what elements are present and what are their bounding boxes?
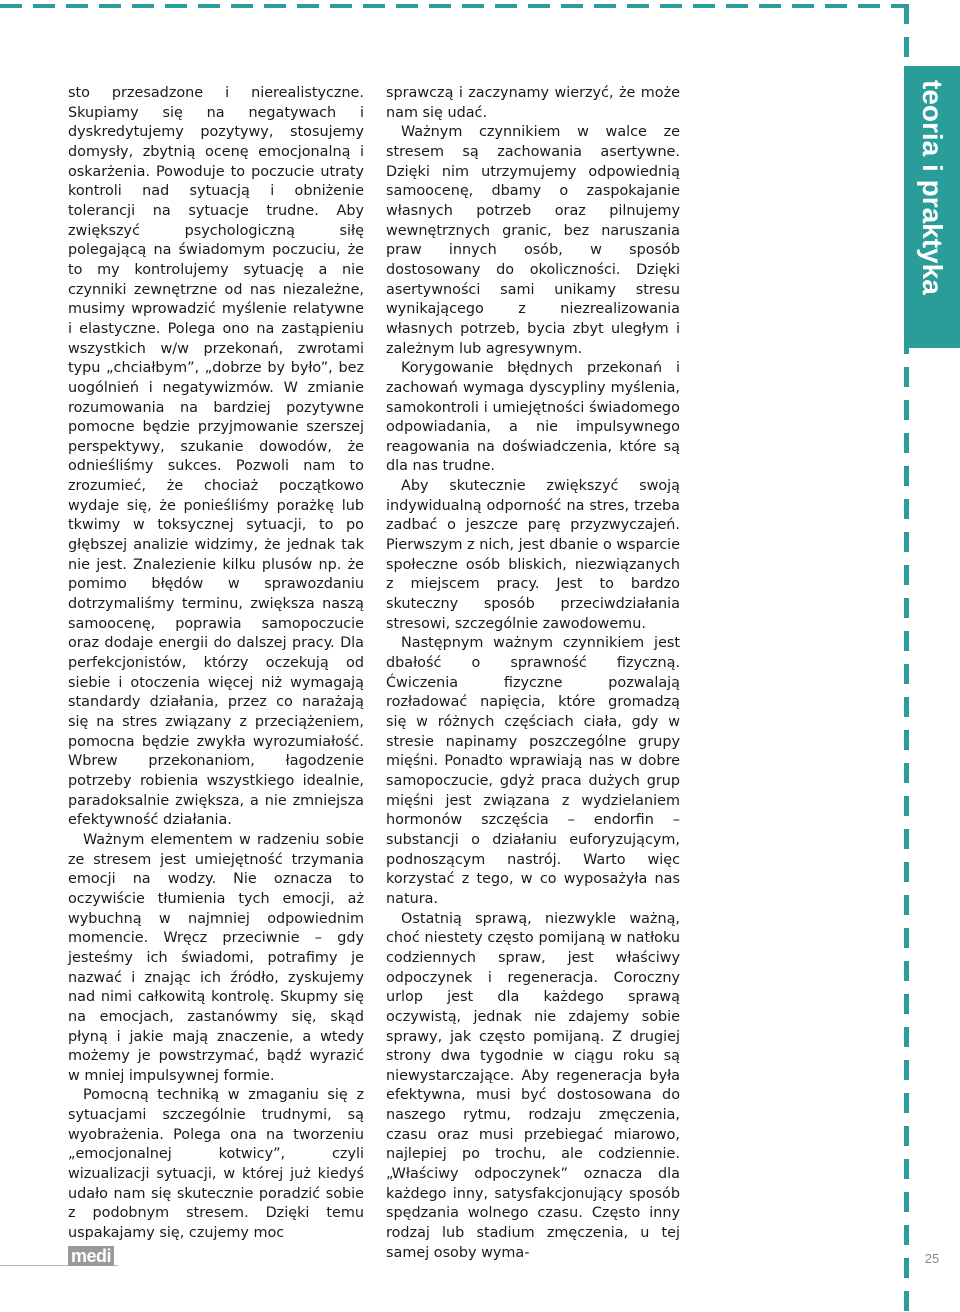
top-dashed-border — [0, 4, 908, 8]
paragraph: Następnym ważnym czynnikiem jest dbałość o sprawność fizyczną. Ćwiczenia fizyczne pozwalają rozładować napięcia, które gromadzą się w różnych częściach ciała, gdy w stresie napinamy poszczególne grupy mięśni. Ponadto wprawiają nas w dobre samopoczucie, gdyż praca dużych grup mięśni jest związana z wydzielaniem hormonów szczęścia – endorfin – substancji o działaniu euforyzującym, podnoszącym nastrój. Warto więc korzystać z tego, w co wyposażyła nas natura. — [386, 635, 680, 907]
paragraph: sprawczą i zaczynamy wierzyć, że może nam się udać. — [386, 85, 680, 121]
right-text-column — [386, 84, 680, 1263]
section-tab — [904, 66, 960, 348]
magazine-logo: medi — [68, 1246, 114, 1266]
paragraph: Ważnym elementem w radzeniu sobie ze stresem jest umiejętność trzymania emocji na wodzy. Nie oznacza to oczywiście tłumienia tych emocji, aż wybuchną w najmniej odpowiednim momencie. Wręcz przeciwnie – gdy jesteśmy ich świadomi, potrafimy je nazwać i znając ich źródło, zyskujemy nad nimi całkowitą kontrolę. Skupmy się na emocjach, zastanówmy się, skąd płyną i jakie mają znaczenie, a wtedy możemy je powstrzymać, bądź wyrazić w mniej impulsywnej formie. — [68, 831, 364, 1084]
page-number: 25 — [924, 1251, 940, 1266]
paragraph: Aby skutecznie zwiększyć swoją indywidualną odporność na stres, trzeba zadbać o jeszcze parę przyzwyczajeń. Pierwszym z nich, jest dbanie o wsparcie społeczne osób bliskich, niezwiązanych z miejscem pracy. Jest to bardzo skuteczny sposób przeciwdziałania stresowi, szczególnie zawodowemu. — [386, 478, 680, 632]
paragraph: sto przesadzone i nierealistyczne. Skupiamy się na negatywach i dyskredytujemy pozytywy, stosujemy domysły, zbytnią ocenę emocjonalną i oskarżenia. Powoduje to poczucie utraty kontroli nad sytuacją i obniżenie tolerancji na sytuacje trudne. Aby zwiększyć psychologiczną siłę polegającą na świadomym poczuciu, że to my kontrolujemy sytuację a nie czynniki zewnętrzne od nas niezależne, musimy wprowadzić myślenie relatywne i elastyczne. Polega ono na zastąpieniu wszystkich w/w przekonań, zwrotami typu „chciałbym”, „dobrze by było”, bez uogólnień i negatywizmów. W zmianie rozumowania na bardziej pozytywne pomocne będzie przyjmowanie szerszej perspektywy, szukanie dowodów, że odnieśliśmy sukces. Pozwoli nam to zrozumieć, że chociaż początkowo wydaje się, że ponieśliśmy porażkę lub tkwimy w toksycznej sytuacji, to po głębszej analizie widzimy, że jednak tak nie jest. Znalezienie kilku plusów np. że pomimo błędów w sprawozdaniu dotrzymaliśmy terminu, zwiększa naszą samoocenę, poprawia samopoczucie oraz dodaje energii do dalszej pracy. Dla perfekcjonistów, którzy oczekują od siebie i otoczenia więcej niż wymagają standardy działania, przez co narażają się na stres związany z przeciążeniem, pomocna będzie zwykła wyrozumiałość. Wbrew przekonaniom, łagodzenie potrzeby robienia wszystkiego idealnie, paradoksalnie zwiększa, a nie zmniejsza efektywność działania. — [68, 85, 364, 829]
section-label: teoria i praktyka — [917, 80, 948, 295]
left-text-column — [68, 84, 364, 1244]
paragraph: Ważnym czynnikiem w walce ze stresem są zachowania asertywne. Dzięki nim utrzymujemy odpowiednią samoocenę, dbamy o zaspokajanie własnych potrzeb oraz pilnujemy wewnętrznych granic, bez naruszania praw innych osób, w sposób dostosowany do okoliczności. Dzięki asertywności sami unikamy stresu wynikającego z niezrealizowania własnych potrzeb, bycia zbyt uległym i zależnym lub agresywnym. — [386, 124, 680, 357]
paragraph: Ostatnią sprawą, niezwykle ważną, choć niestety często pomijaną w natłoku codziennych spraw, jest właściwy odpoczynek i regeneracja. Coroczny urlop jest dla każdego sprawą oczywistą, jednak nie zdajemy sobie sprawy, jak często pomijaną. Z drugiej strony dwa tygodnie w ciągu roku są niewystarczające. Aby regeneracja była efektywna, musi być dostosowana do naszego rytmu, rodzaju zmęczenia, czasu oraz musi przebiegać miarowo, najlepiej po trochu, ale codziennie. „Właściwy odpoczynek” oznacza dla każdego inny, satysfakcjonujący sposób spędzania wolnego czasu. Często inny rodzaj lub stadium zmęczenia, u tej samej osoby wyma- — [386, 910, 680, 1261]
paragraph: Pomocną techniką w zmaganiu się z sytuacjami szczególnie trudnymi, są wyobrażenia. Polega ona na tworzeniu „emocjonalnej kotwicy”, czyli wizualizacji sytuacji, w której już kiedyś udało nam się skutecznie poradzić sobie z podobnym stresem. Dzięki temu uspakajamy się, czujemy moc — [68, 1087, 364, 1242]
paragraph: Korygowanie błędnych przekonań i zachowań wymaga dyscypliny myślenia, samokontroli i umiejętności świadomego odpowiadania, a nie impulsywnego reagowania na doświadczenia, które są dla nas trudne. — [386, 360, 680, 475]
